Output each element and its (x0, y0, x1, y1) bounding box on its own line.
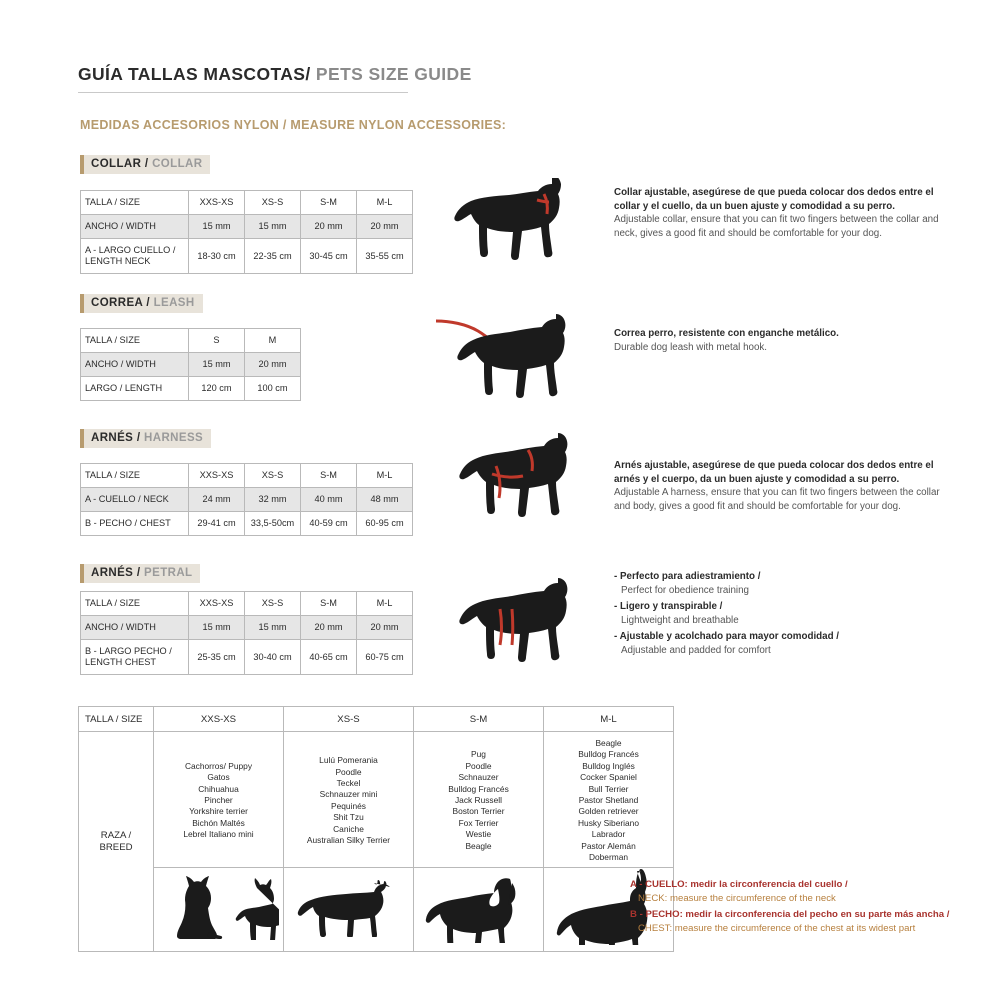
collar-description-en: Adjustable collar, ensure that you can fit two fingers between the collar and neck, gives a good fit and should be comfortable for your dog. (614, 214, 939, 239)
measure-note-neck-es: A - CUELLO: medir la circonferencia del cuello / (630, 879, 848, 890)
title-divider (78, 92, 408, 93)
breed-item: Pug (471, 749, 486, 760)
page-title-en: PETS SIZE GUIDE (310, 64, 472, 84)
collar-row-neck-label: A - LARGO CUELLO / LENGTH NECK (81, 239, 189, 274)
measure-note-chest (630, 908, 970, 935)
harness-row-neck-label: A - CUELLO / NECK (81, 488, 189, 512)
breed-item: Westie (465, 829, 492, 840)
leash-header-m: M (245, 329, 301, 353)
collar-neck-m-l: 35-55 cm (357, 239, 413, 274)
breed-item: Boston Terrier (452, 806, 505, 817)
breed-item: Bulldog Francés (448, 783, 509, 794)
table-row (79, 707, 674, 732)
harness-header-s-m: S-M (301, 464, 357, 488)
breed-item: Schnauzer mini (319, 789, 378, 800)
petral-header-xs-s: XS-S (245, 592, 301, 616)
breed-item: Jack Russell (454, 795, 502, 806)
breed-item: Doberman (588, 852, 629, 863)
petral-chest-s-m: 40-65 cm (301, 640, 357, 675)
harness-chest-xs-s: 33,5-50cm (245, 512, 301, 536)
dachshund-icon (294, 877, 404, 937)
measure-notes (630, 878, 970, 938)
harness-description-en: Adjustable A harness, ensure that you can fit two fingers between the collar and body, gives a good fit and should be comfortable for your dog. (614, 487, 940, 512)
table-row (81, 377, 301, 401)
breed-item: Pincher (204, 795, 233, 806)
breed-row-label-en: BREED (99, 841, 133, 853)
table-leash (80, 328, 301, 401)
collar-width-xxs-xs: 15 mm (189, 215, 245, 239)
table-harness (80, 463, 413, 536)
table-row (81, 512, 413, 536)
measure-note-neck (630, 878, 970, 905)
breed-item: Husky Siberiano (578, 817, 639, 828)
measure-note-chest-es: B - PECHO: medir la circonferencia del pecho en su parte más ancha / (630, 909, 950, 920)
harness-description-es: Arnés ajustable, asegúrese de que pueda colocar dos dedos entre el arnés y el cuerpo, da un buen ajuste y comodidad a su perro. (614, 460, 934, 485)
collar-header-size: TALLA / SIZE (81, 191, 189, 215)
leash-description (614, 327, 944, 354)
petral-bullet-3-es: - Ajustable y acolchado para mayor comodidad / (614, 631, 840, 643)
breed-item: Bulldog Inglés (582, 760, 635, 771)
petral-chest-m-l: 60-75 cm (357, 640, 413, 675)
breed-list-xxs-xs (154, 732, 284, 868)
section-label-petral-en: PETRAL (140, 567, 193, 579)
breed-item: Golden retriever (578, 806, 639, 817)
section-label-collar (80, 155, 210, 174)
breed-item: Lulú Pomerania (319, 755, 378, 766)
page-title-es: GUÍA TALLAS MASCOTAS/ (78, 64, 311, 84)
leash-description-es: Correa perro, resistente con enganche metálico. (614, 328, 839, 339)
breed-list-s-m (414, 732, 544, 868)
breed-header-xxs-xs: XXS-XS (154, 707, 284, 732)
table-row (79, 732, 674, 868)
leash-description-en: Durable dog leash with metal hook. (614, 341, 768, 353)
collar-header-m-l: M-L (357, 191, 413, 215)
collar-header-xs-s: XS-S (245, 191, 301, 215)
dog-silhouette-collar (440, 178, 600, 283)
harness-chest-s-m: 40-59 cm (301, 512, 357, 536)
petral-row-width-label: ANCHO / WIDTH (81, 616, 189, 640)
breed-row-label (79, 732, 154, 952)
breed-item: Caniche (333, 823, 364, 834)
dog-silhouette-harness (440, 430, 605, 545)
breed-item: Yorkshire terrier (189, 806, 248, 817)
petral-bullet-3-en: Adjustable and padded for comfort (621, 644, 771, 656)
table-row (81, 464, 413, 488)
harness-header-xs-s: XS-S (245, 464, 301, 488)
breed-item: Pastor Shetland (578, 795, 639, 806)
section-label-harness-es: ARNÉS / (91, 432, 141, 444)
breed-item: Poodle (465, 760, 492, 771)
section-label-collar-en: COLLAR (148, 158, 203, 170)
breed-header-s-m: S-M (414, 707, 544, 732)
table-row (81, 215, 413, 239)
harness-neck-m-l: 48 mm (357, 488, 413, 512)
breed-item: Gatos (207, 772, 230, 783)
collar-header-xxs-xs: XXS-XS (189, 191, 245, 215)
petral-chest-xs-s: 30-40 cm (245, 640, 301, 675)
petral-header-xxs-xs: XXS-XS (189, 592, 245, 616)
measure-note-neck-en: NECK: measure the circumference of the neck (638, 892, 836, 904)
leash-length-s: 120 cm (189, 377, 245, 401)
table-breeds (78, 706, 674, 952)
cat-and-chihuahua-icon (159, 874, 279, 940)
petral-bullet-3 (614, 630, 944, 657)
breed-item: Teckel (336, 777, 361, 788)
breed-item: Beagle (595, 738, 622, 748)
table-row (81, 616, 413, 640)
section-label-petral-es: ARNÉS / (91, 567, 141, 579)
harness-header-size: TALLA / SIZE (81, 464, 189, 488)
harness-chest-xxs-xs: 29-41 cm (189, 512, 245, 536)
schnauzer-icon (424, 871, 534, 943)
breed-item: Poodle (335, 766, 362, 777)
breed-item: Bichón Maltés (192, 817, 245, 828)
petral-header-size: TALLA / SIZE (81, 592, 189, 616)
harness-neck-s-m: 40 mm (301, 488, 357, 512)
collar-width-m-l: 20 mm (357, 215, 413, 239)
petral-bullet-1 (614, 570, 944, 597)
breed-header-xs-s: XS-S (284, 707, 414, 732)
harness-neck-xs-s: 32 mm (245, 488, 301, 512)
petral-bullet-2-en: Lightweight and breathable (621, 614, 739, 626)
petral-row-chest-label: B - LARGO PECHO / LENGTH CHEST (81, 640, 189, 675)
section-label-petral (80, 564, 200, 583)
harness-description (614, 459, 944, 513)
silhouette-cell-s-m (414, 868, 544, 952)
breed-header-size: TALLA / SIZE (79, 707, 154, 732)
page-subtitle: MEDIDAS ACCESORIOS NYLON / MEASURE NYLON ACCESSORIES: (80, 118, 507, 132)
petral-chest-xxs-xs: 25-35 cm (189, 640, 245, 675)
section-label-leash-es: CORREA / (91, 297, 150, 309)
table-collar (80, 190, 413, 274)
breed-item: Cachorros/ Puppy (184, 760, 253, 771)
leash-header-s: S (189, 329, 245, 353)
petral-bullet-1-es: - Perfecto para adiestramiento / (614, 571, 761, 582)
harness-neck-xxs-xs: 24 mm (189, 488, 245, 512)
breed-item: Lebrel Italiano mini (183, 829, 254, 840)
petral-bullet-2-es: - Ligero y transpirable / (614, 601, 723, 613)
section-label-harness-en: HARNESS (140, 432, 204, 444)
section-label-leash-en: LEASH (150, 297, 195, 309)
dog-silhouette-petral (440, 575, 605, 690)
breed-row-label-es: RAZA / (100, 829, 132, 841)
collar-width-s-m: 20 mm (301, 215, 357, 239)
table-row (81, 640, 413, 675)
petral-bullets (614, 570, 944, 661)
breed-item: Bull Terrier (588, 783, 629, 794)
leash-width-m: 20 mm (245, 353, 301, 377)
harness-header-m-l: M-L (357, 464, 413, 488)
petral-width-m-l: 20 mm (357, 616, 413, 640)
collar-description-es: Collar ajustable, asegúrese de que pueda colocar dos dedos entre el collar y el cuello, da un buen ajuste y comodidad a su perro. (614, 187, 934, 212)
breed-item: Fox Terrier (458, 817, 499, 828)
breed-item: Pequinés (331, 800, 366, 811)
table-row (81, 191, 413, 215)
section-label-collar-es: COLLAR / (91, 158, 149, 170)
breed-item: Labrador (591, 829, 626, 840)
breed-item: Schnauzer (458, 772, 499, 783)
table-petral (80, 591, 413, 675)
collar-neck-xs-s: 22-35 cm (245, 239, 301, 274)
breed-header-m-l: M-L (544, 707, 674, 732)
leash-length-m: 100 cm (245, 377, 301, 401)
section-label-harness (80, 429, 211, 448)
harness-chest-m-l: 60-95 cm (357, 512, 413, 536)
collar-description (614, 186, 944, 240)
table-row (79, 868, 674, 952)
breed-list-m-l (544, 732, 674, 868)
silhouette-cell-xxs-xs (154, 868, 284, 952)
harness-row-chest-label: B - PECHO / CHEST (81, 512, 189, 536)
breed-item: Bulldog Francés (578, 749, 639, 760)
petral-bullet-2 (614, 600, 944, 627)
leash-width-s: 15 mm (189, 353, 245, 377)
breed-item: Shit Tzu (333, 812, 364, 823)
petral-header-m-l: M-L (357, 592, 413, 616)
breed-item: Cocker Spaniel (580, 772, 637, 783)
dog-silhouette-leash (430, 305, 610, 420)
petral-width-s-m: 20 mm (301, 616, 357, 640)
breed-list-xs-s (284, 732, 414, 868)
collar-neck-s-m: 30-45 cm (301, 239, 357, 274)
measure-note-chest-en: CHEST: measure the circumference of the chest at its widest part (638, 922, 916, 934)
petral-header-s-m: S-M (301, 592, 357, 616)
table-row (81, 329, 301, 353)
breed-item: Pastor Alemán (581, 840, 636, 851)
collar-width-xs-s: 15 mm (245, 215, 301, 239)
page-title (78, 64, 472, 85)
collar-neck-xxs-xs: 18-30 cm (189, 239, 245, 274)
leash-row-length-label: LARGO / LENGTH (81, 377, 189, 401)
leash-header-size: TALLA / SIZE (81, 329, 189, 353)
table-row (81, 239, 413, 274)
section-label-leash (80, 294, 203, 313)
breed-item: Australian Silky Terrier (306, 834, 391, 845)
harness-header-xxs-xs: XXS-XS (189, 464, 245, 488)
petral-width-xxs-xs: 15 mm (189, 616, 245, 640)
breed-item: Chihuahua (198, 783, 239, 794)
petral-width-xs-s: 15 mm (245, 616, 301, 640)
table-row (81, 488, 413, 512)
table-row (81, 353, 301, 377)
leash-row-width-label: ANCHO / WIDTH (81, 353, 189, 377)
collar-header-s-m: S-M (301, 191, 357, 215)
table-row (81, 592, 413, 616)
petral-bullet-1-en: Perfect for obedience training (621, 584, 749, 596)
collar-row-width-label: ANCHO / WIDTH (81, 215, 189, 239)
breed-item: Beagle (465, 840, 492, 851)
silhouette-cell-xs-s (284, 868, 414, 952)
